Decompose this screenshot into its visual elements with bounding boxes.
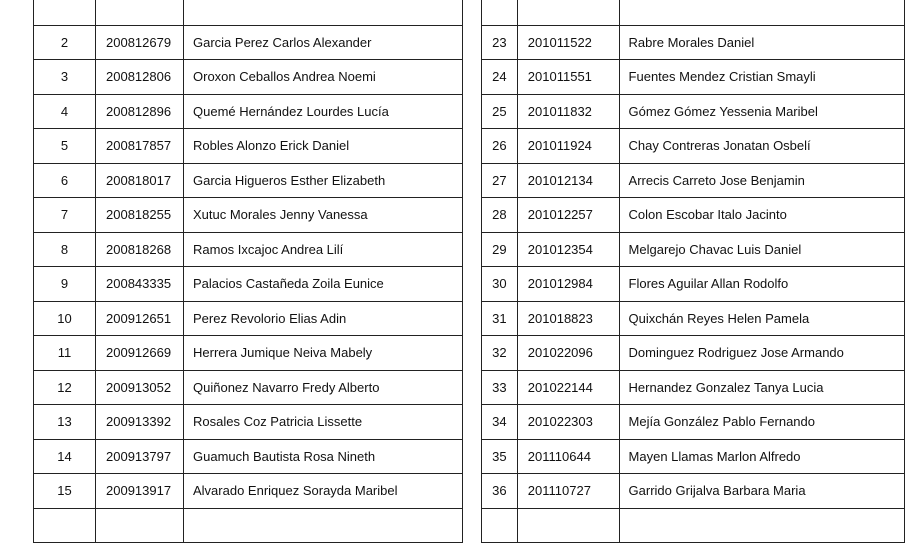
table-row <box>482 370 905 405</box>
table-row <box>34 336 463 371</box>
row-number: 31 <box>482 301 518 336</box>
student-id: 201011522 <box>517 25 619 60</box>
student-id: 201012257 <box>517 198 619 233</box>
student-name: Quixchán Reyes Helen Pamela <box>619 301 904 336</box>
table-row <box>482 60 905 95</box>
row-number: 3 <box>34 60 96 95</box>
row-number: 36 <box>482 474 518 509</box>
table-row <box>34 60 463 95</box>
student-name: Gómez Gómez Yessenia Maribel <box>619 94 904 129</box>
row-number: 27 <box>482 163 518 198</box>
student-name: Xutuc Morales Jenny Vanessa <box>184 198 463 233</box>
student-name: Colon Escobar Italo Jacinto <box>619 198 904 233</box>
student-id <box>96 508 184 543</box>
student-name: Mayen Llamas Marlon Alfredo <box>619 439 904 474</box>
table-row <box>482 129 905 164</box>
student-name: Guamuch Bautista Rosa Nineth <box>184 439 463 474</box>
student-name: Dominguez Rodriguez Jose Armando <box>619 336 904 371</box>
student-name: Perez Revolorio Elias Adin <box>184 301 463 336</box>
table-row <box>482 232 905 267</box>
student-id: 201110644 <box>517 439 619 474</box>
student-id <box>517 508 619 543</box>
row-number: 8 <box>34 232 96 267</box>
table-row <box>34 25 463 60</box>
student-id: 200812896 <box>96 94 184 129</box>
student-id <box>96 0 184 25</box>
row-number <box>34 0 96 25</box>
student-table-left-body <box>34 0 463 543</box>
row-number: 34 <box>482 405 518 440</box>
student-id: 200818017 <box>96 163 184 198</box>
student-id: 201022303 <box>517 405 619 440</box>
student-name: Arrecis Carreto Jose Benjamin <box>619 163 904 198</box>
row-number <box>482 0 518 25</box>
student-name <box>619 0 904 25</box>
row-number: 32 <box>482 336 518 371</box>
student-id: 200913392 <box>96 405 184 440</box>
table-row <box>34 198 463 233</box>
row-number: 30 <box>482 267 518 302</box>
student-name: Herrera Jumique Neiva Mabely <box>184 336 463 371</box>
row-number: 35 <box>482 439 518 474</box>
row-number: 33 <box>482 370 518 405</box>
table-row <box>34 474 463 509</box>
table-row <box>482 163 905 198</box>
student-name <box>184 508 463 543</box>
student-name: Ramos Ixcajoc Andrea Lilí <box>184 232 463 267</box>
table-row <box>482 301 905 336</box>
student-table-right <box>481 0 905 543</box>
student-name <box>184 0 463 25</box>
table-row <box>34 267 463 302</box>
row-number: 5 <box>34 129 96 164</box>
table-row <box>34 94 463 129</box>
student-id: 200913797 <box>96 439 184 474</box>
student-id: 200913917 <box>96 474 184 509</box>
row-number: 11 <box>34 336 96 371</box>
student-name: Melgarejo Chavac Luis Daniel <box>619 232 904 267</box>
student-id: 201018823 <box>517 301 619 336</box>
student-id: 201012984 <box>517 267 619 302</box>
row-number: 25 <box>482 94 518 129</box>
table-row <box>482 94 905 129</box>
student-id: 201011551 <box>517 60 619 95</box>
student-name: Garrido Grijalva Barbara Maria <box>619 474 904 509</box>
table-row <box>482 439 905 474</box>
table-row <box>34 301 463 336</box>
row-number <box>34 508 96 543</box>
row-number: 4 <box>34 94 96 129</box>
table-row <box>482 267 905 302</box>
row-number: 10 <box>34 301 96 336</box>
student-id: 201110727 <box>517 474 619 509</box>
table-row <box>482 405 905 440</box>
row-number: 23 <box>482 25 518 60</box>
student-name: Robles Alonzo Erick Daniel <box>184 129 463 164</box>
student-table-right-body <box>482 0 905 543</box>
student-id: 200818268 <box>96 232 184 267</box>
student-name: Mejía González Pablo Fernando <box>619 405 904 440</box>
student-name: Flores Aguilar Allan Rodolfo <box>619 267 904 302</box>
student-id: 201022096 <box>517 336 619 371</box>
table-row <box>482 336 905 371</box>
student-id: 200818255 <box>96 198 184 233</box>
row-number: 15 <box>34 474 96 509</box>
student-id: 200912669 <box>96 336 184 371</box>
student-name: Garcia Higueros Esther Elizabeth <box>184 163 463 198</box>
row-number: 13 <box>34 405 96 440</box>
student-id: 200843335 <box>96 267 184 302</box>
table-row <box>482 508 905 543</box>
row-number: 2 <box>34 25 96 60</box>
student-name: Alvarado Enriquez Sorayda Maribel <box>184 474 463 509</box>
student-id: 201011832 <box>517 94 619 129</box>
table-row <box>482 0 905 25</box>
student-name: Chay Contreras Jonatan Osbelí <box>619 129 904 164</box>
row-number: 12 <box>34 370 96 405</box>
table-row <box>482 474 905 509</box>
student-name: Rabre Morales Daniel <box>619 25 904 60</box>
row-number: 9 <box>34 267 96 302</box>
student-name: Hernandez Gonzalez Tanya Lucia <box>619 370 904 405</box>
student-table-left <box>33 0 463 543</box>
student-id <box>517 0 619 25</box>
row-number: 24 <box>482 60 518 95</box>
row-number <box>482 508 518 543</box>
student-name: Fuentes Mendez Cristian Smayli <box>619 60 904 95</box>
student-id: 201012354 <box>517 232 619 267</box>
table-row <box>482 25 905 60</box>
row-number: 26 <box>482 129 518 164</box>
student-name: Garcia Perez Carlos Alexander <box>184 25 463 60</box>
student-id: 201012134 <box>517 163 619 198</box>
row-number: 29 <box>482 232 518 267</box>
student-name: Rosales Coz Patricia Lissette <box>184 405 463 440</box>
table-row <box>34 232 463 267</box>
student-name: Quemé Hernández Lourdes Lucía <box>184 94 463 129</box>
student-id: 200812679 <box>96 25 184 60</box>
table-row <box>34 508 463 543</box>
row-number: 6 <box>34 163 96 198</box>
table-row <box>34 129 463 164</box>
row-number: 7 <box>34 198 96 233</box>
student-id: 201011924 <box>517 129 619 164</box>
student-id: 201022144 <box>517 370 619 405</box>
student-name: Oroxon Ceballos Andrea Noemi <box>184 60 463 95</box>
row-number: 14 <box>34 439 96 474</box>
table-row <box>34 0 463 25</box>
table-row <box>34 370 463 405</box>
student-name <box>619 508 904 543</box>
table-row <box>482 198 905 233</box>
table-row <box>34 405 463 440</box>
student-name: Quiñonez Navarro Fredy Alberto <box>184 370 463 405</box>
student-id: 200913052 <box>96 370 184 405</box>
student-id: 200812806 <box>96 60 184 95</box>
student-name: Palacios Castañeda Zoila Eunice <box>184 267 463 302</box>
table-row <box>34 439 463 474</box>
row-number: 28 <box>482 198 518 233</box>
student-id: 200912651 <box>96 301 184 336</box>
student-id: 200817857 <box>96 129 184 164</box>
table-row <box>34 163 463 198</box>
